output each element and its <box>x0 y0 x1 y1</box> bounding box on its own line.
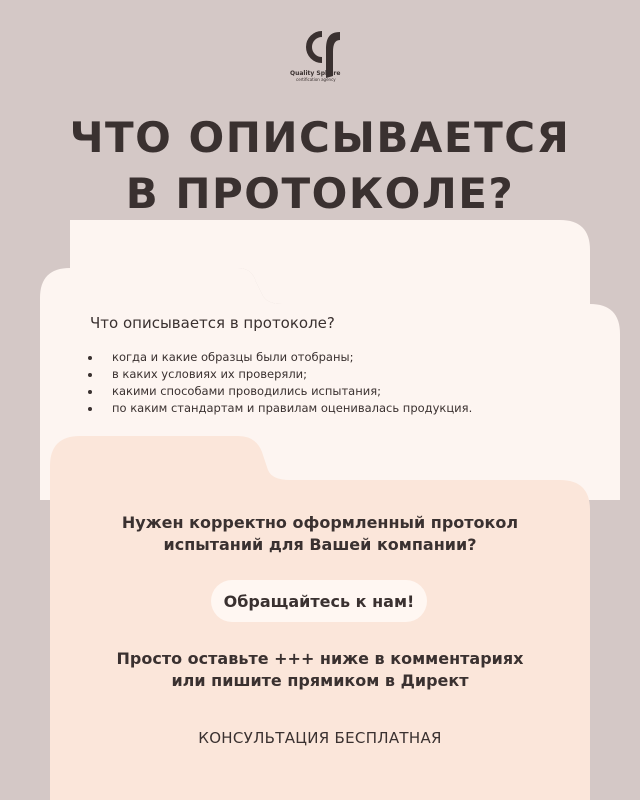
logo-tagline: certification agency <box>296 77 336 82</box>
info-card-heading: Что описывается в протоколе? <box>90 314 335 332</box>
list-item-text: в каких условиях их проверяли; <box>112 367 308 381</box>
cta-question-line2: испытаний для Вашей компании? <box>163 535 477 554</box>
cta-comment-line2: или пишите прямиком в Директ <box>171 671 469 690</box>
page-title-line2: В ПРОТОКОЛЕ? <box>125 169 515 218</box>
logo-name: Quality Sphere <box>290 70 341 77</box>
list-item-text: какими способами проводились испытания; <box>112 384 381 398</box>
list-item-text: по каким стандартам и правилам оценивалась продукция. <box>112 401 473 415</box>
contact-us-button[interactable]: Обращайтесь к нам! <box>211 580 427 622</box>
page-title-line1: ЧТО ОПИСЫВАЕТСЯ <box>69 113 571 162</box>
list-item-text: когда и какие образцы были отобраны; <box>112 350 354 364</box>
cta-comment-line1: Просто оставьте +++ ниже в комментариях <box>116 649 524 668</box>
cta-question-line1: Нужен корректно оформленный протокол <box>121 513 519 532</box>
cta-comment-text <box>0 648 640 692</box>
free-consultation-label: КОНСУЛЬТАЦИЯ БЕСПЛАТНАЯ <box>198 729 442 747</box>
cta-question <box>0 512 640 556</box>
